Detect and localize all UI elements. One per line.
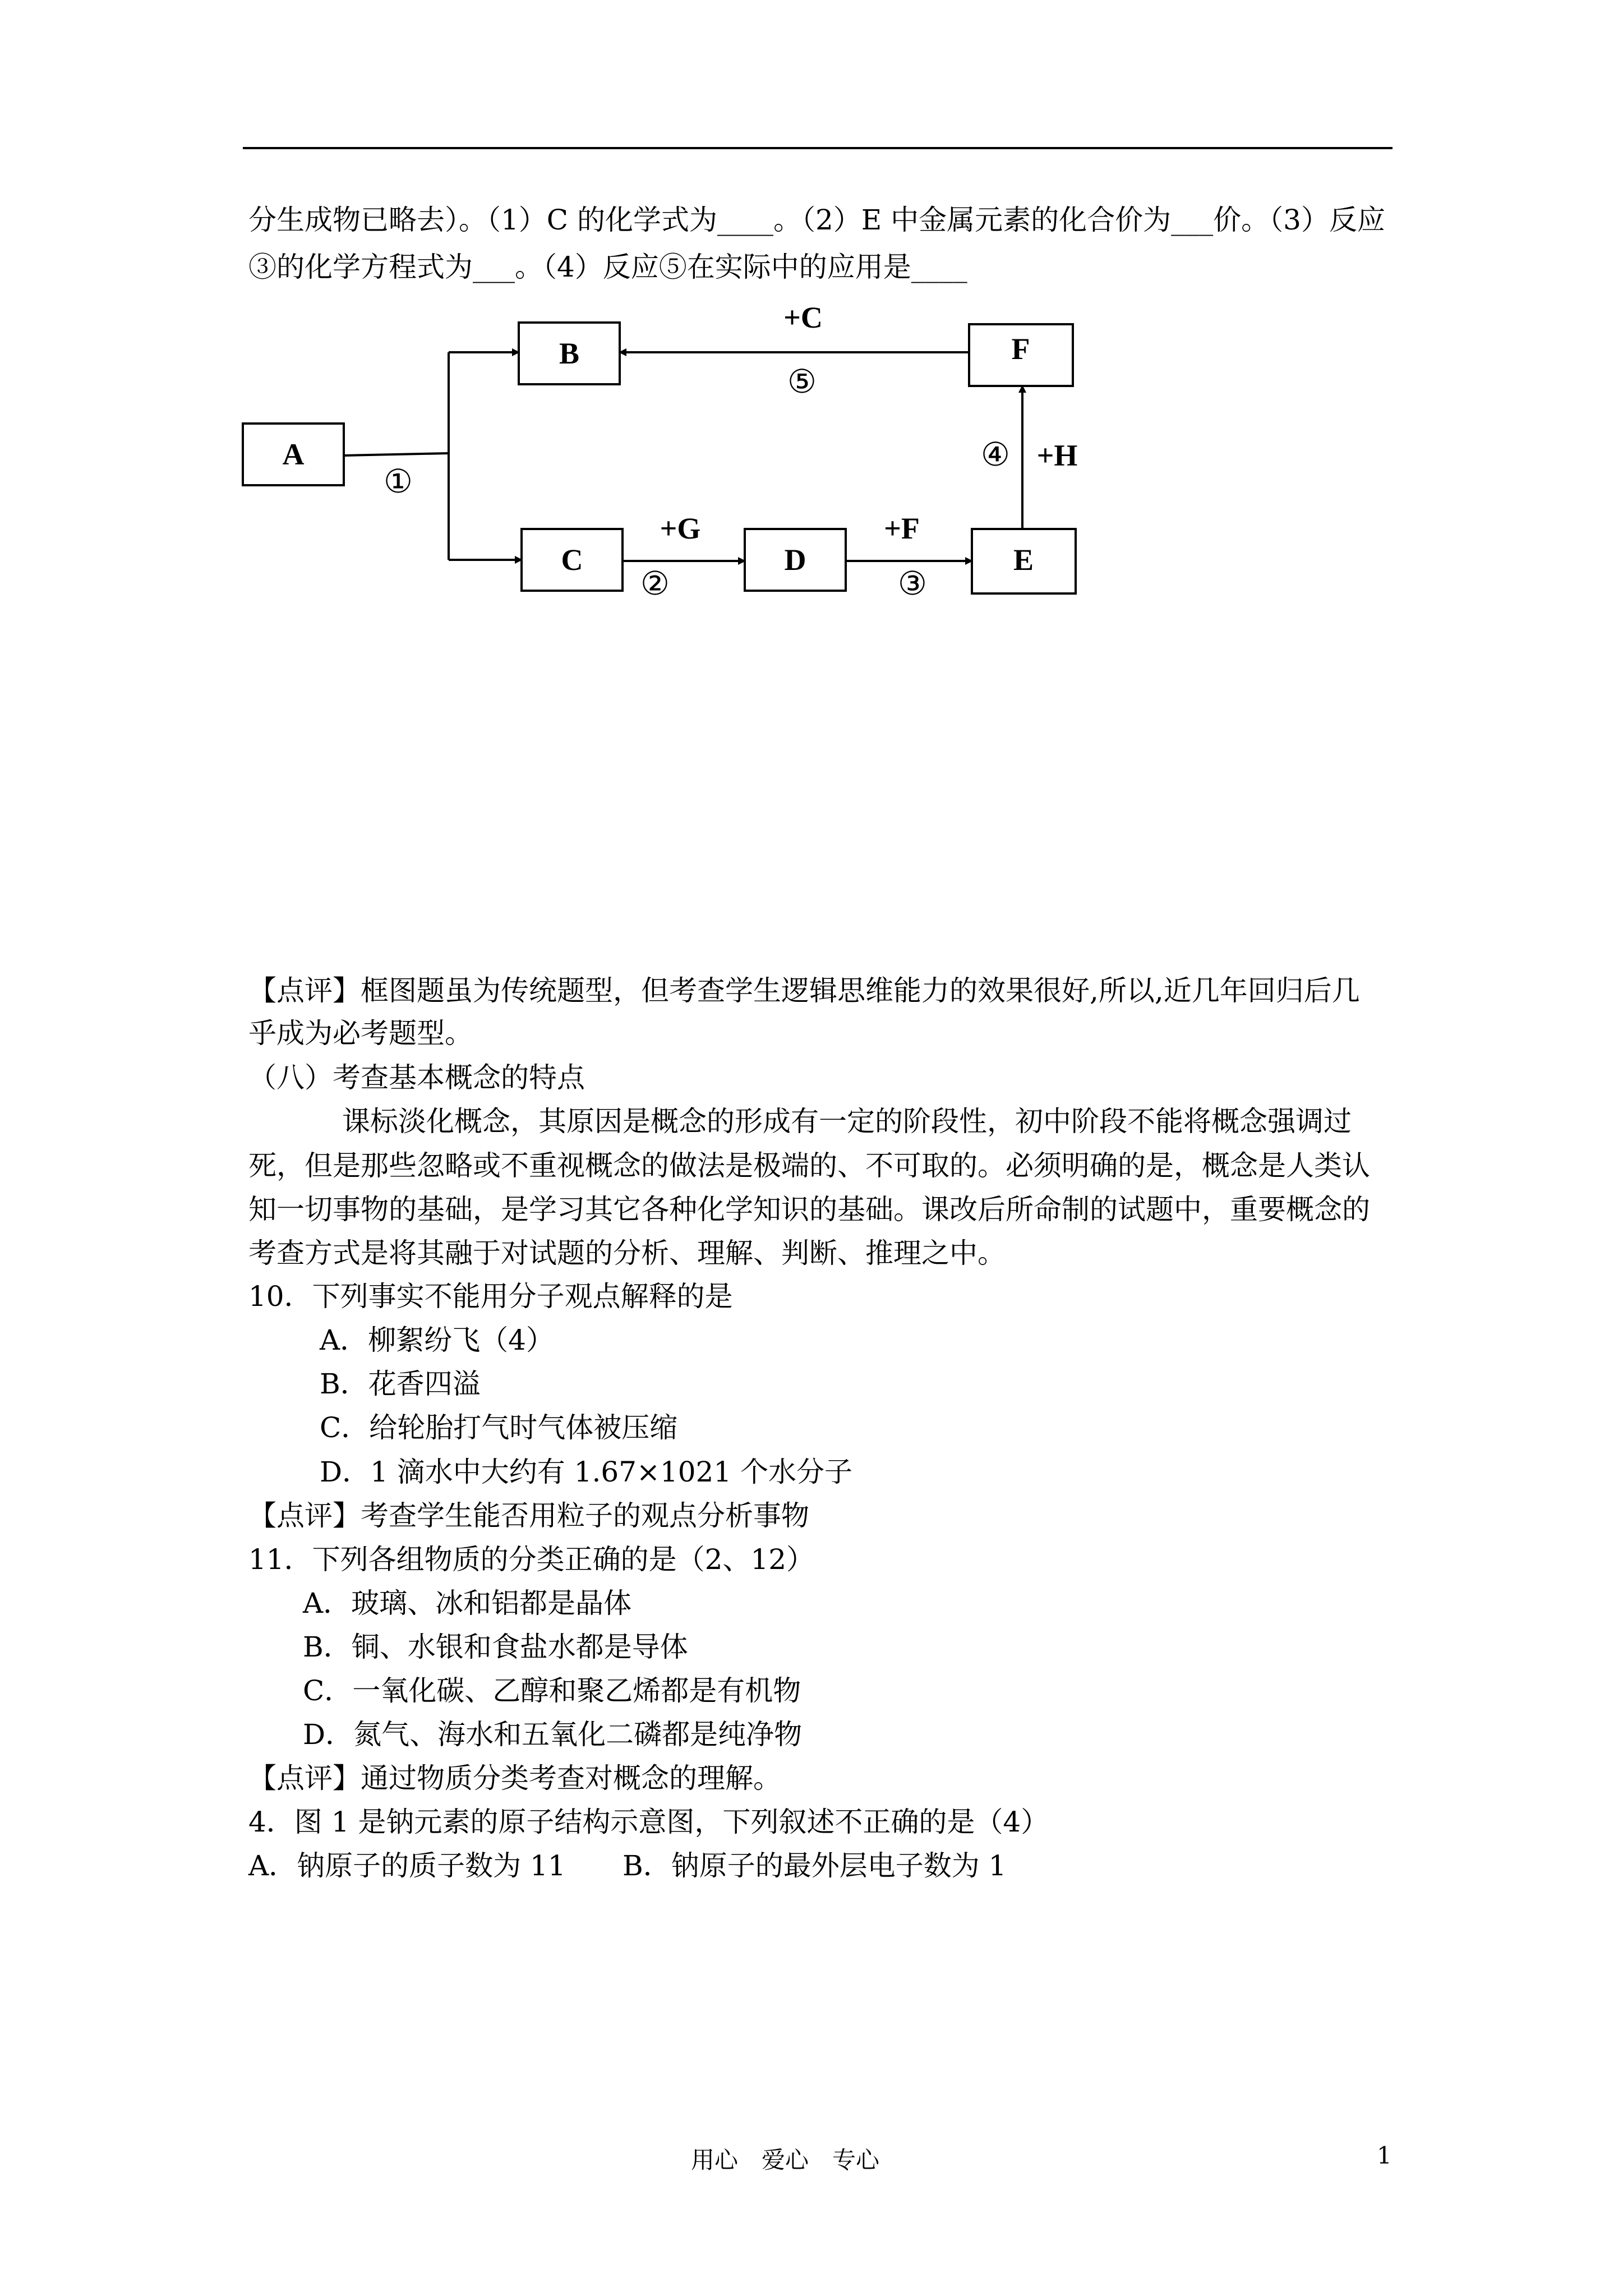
label-plus-f: +F (884, 512, 920, 545)
section8-heading: （八）考查基本概念的特点 (248, 1061, 585, 1094)
reaction-2-label: ② (640, 564, 670, 602)
section8-para-line-2: 死，但是那些忽略或不重视概念的做法是极端的、不可取的。必须明确的是，概念是人类认 (248, 1149, 1370, 1182)
page-number: 1 (1377, 2142, 1392, 2169)
box-d-label: D (784, 543, 806, 577)
intro-line-1: 分生成物已略去）。（1）C 的化学式为____。（2）E 中金属元素的化合价为___价。（3）反应 (248, 204, 1385, 236)
reaction-4-label: ④ (981, 435, 1010, 473)
q10-stem: 10．下列事实不能用分子观点解释的是 (248, 1280, 733, 1313)
q11-option-c: C．一氧化碳、乙醇和聚乙烯都是有机物 (303, 1674, 801, 1707)
reaction-1-label: ① (384, 462, 413, 500)
q11-option-b: B．铜、水银和食盐水都是导体 (303, 1631, 688, 1663)
box-c-label: C (561, 543, 583, 577)
intro-line-2: ③的化学方程式为___。（4）反应⑤在实际中的应用是____ (248, 251, 967, 283)
reaction-3-label: ③ (898, 564, 927, 602)
q10-option-a: A．柳絮纷飞（4） (320, 1324, 554, 1356)
label-plus-h: +H (1036, 439, 1078, 472)
q11-option-a: A．玻璃、冰和铝都是晶体 (303, 1587, 632, 1619)
reaction-flow-diagram (0, 0, 1623, 617)
comment1-line-1: 【点评】框图题虽为传统题型，但考查学生逻辑思维能力的效果很好,所以,近几年回归后几 (248, 974, 1360, 1007)
q4-option-a: A．钠原子的质子数为 11 (248, 1849, 566, 1882)
section8-para-line-3: 知一切事物的基础，是学习其它各种化学知识的基础。课改后所命制的试题中，重要概念的 (248, 1193, 1370, 1226)
q10-comment: 【点评】考查学生能否用粒子的观点分析事物 (248, 1499, 809, 1532)
q10-option-d: D．1 滴水中大约有 1.67×1021 个水分子 (320, 1456, 853, 1488)
footer-motto: 用心 爱心 专心 (691, 2146, 880, 2174)
box-e-label: E (1013, 543, 1034, 577)
q10-option-c: C．给轮胎打气时气体被压缩 (320, 1411, 678, 1444)
label-plus-c: +C (783, 301, 823, 334)
q11-comment: 【点评】通过物质分类考查对概念的理解。 (248, 1762, 781, 1795)
q4-option-b: B．钠原子的最外层电子数为 1 (623, 1849, 1007, 1882)
section8-para-line-1: 课标淡化概念，其原因是概念的形成有一定的阶段性，初中阶段不能将概念强调过 (342, 1105, 1352, 1138)
line-a-junction (344, 453, 449, 455)
q10-option-b: B．花香四溢 (320, 1368, 481, 1400)
box-f-label: F (1011, 332, 1030, 366)
section8-para-line-4: 考查方式是将其融于对试题的分析、理解、判断、推理之中。 (248, 1237, 1006, 1269)
box-b-label: B (559, 337, 580, 370)
q11-stem: 11．下列各组物质的分类正确的是（2、12） (248, 1543, 815, 1576)
box-a-label: A (282, 438, 305, 471)
q11-option-d: D．氮气、海水和五氧化二磷都是纯净物 (303, 1718, 803, 1751)
q4-stem: 4．图 1 是钠元素的原子结构示意图，下列叙述不正确的是（4） (248, 1806, 1049, 1838)
label-plus-g: +G (660, 512, 701, 545)
comment1-line-2: 乎成为必考题型。 (248, 1017, 473, 1050)
reaction-5-label: ⑤ (787, 362, 817, 401)
